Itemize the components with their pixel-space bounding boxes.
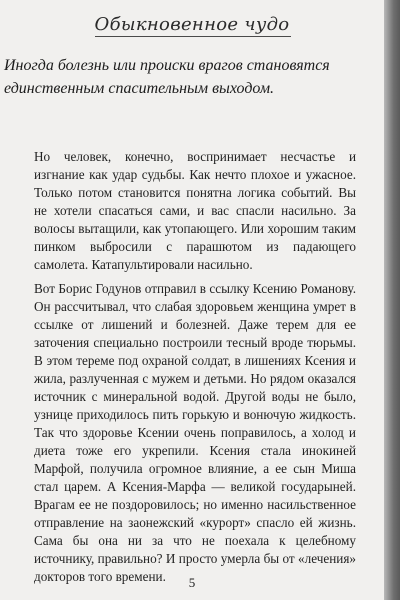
epigraph-line-2: единственным спасительным выходом. <box>4 80 275 97</box>
header-divider <box>95 36 291 37</box>
paragraph-2: Вот Борис Годунов отправил в ссылку Ксению Романову. Он рассчитывал, что слабая здоровьем женщина умрет в ссылке от лишений и болезней. Даже терем для ее заточения специально построили тесный вроде тюрьмы. В этом тереме под охраной солдат, в лишениях Ксения и жила, разлученная с мужем и детьми. Но рядом оказался источник с минеральной водой. Другой воды не было, узнице приходилось пить горькую и вонючую жидкость. Так что здоровье Ксении очень поправилось, а холод и диета тоже его укрепили. Ксения стала инокиней Марфой, получила огромное влияние, а ее сын Миша стал царем. А Ксения-Марфа — великой государыней. Врагам ее не поздоровилось; но именно насильственное отправление на заонежский «курорт» спасло ей жизнь. Сама бы она ни за что не поехала к целебному источнику, правильно? И просто умерла бы от «лечения» докторов того времени. <box>34 281 356 584</box>
running-header-title: Обыкновенное чудо <box>94 14 290 35</box>
epigraph <box>4 54 376 100</box>
body-text <box>34 148 356 592</box>
page-edge-shadow <box>384 0 400 600</box>
page-number: 5 <box>188 575 196 590</box>
epigraph-line-1: Иногда болезнь или происки врагов становятся <box>4 57 330 74</box>
paragraph-1: Но человек, конечно, воспринимает несчастье и изгнание как удар судьбы. Как нечто плохое и ужасное. Только потом становится понятна логика событий. Вы не хотели спасаться сами, и вас спасли насильно. За волосы вытащили, как утопающего. Или хорошим таким пинком выбросили с парашютом из падающего самолета. Катапультировали насильно. <box>34 149 356 272</box>
